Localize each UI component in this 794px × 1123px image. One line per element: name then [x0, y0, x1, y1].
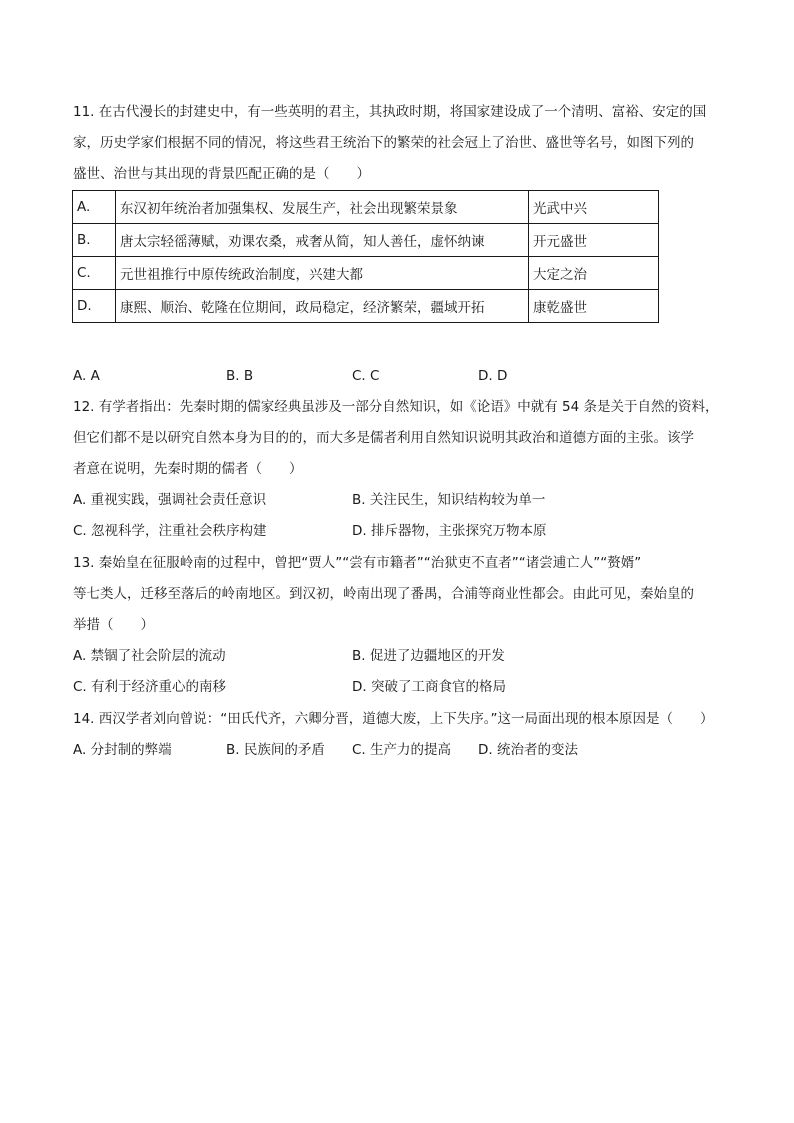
q13-stem-line-1: 13. 秦始皇在征服岭南的过程中，曾把“贾人”“尝有市籍者”“治狱吏不直者”“诸尝逋亡人”“赘婿”: [73, 555, 642, 571]
q12-option-a[interactable]: A. 重视实践，强调社会责任意识: [73, 492, 267, 508]
row-era-name: 康乾盛世: [529, 290, 659, 323]
q13-stem-line-3: 举措（ ）: [73, 617, 154, 633]
q12-stem-line-2: 但它们都不是以研究自然本身为目的的，而大多是儒者利用自然知识说明其政治和道德方面的主张。该学: [73, 430, 694, 446]
q14-option-d[interactable]: D. 统治者的变法: [478, 742, 578, 758]
q13-stem-line-2: 等七类人，迁移至落后的岭南地区。到汉初，岭南出现了番禺，合浦等商业性都会。由此可见，秦始皇的: [73, 586, 694, 602]
q11-stem-line-3: 盛世、治世与其出现的背景匹配正确的是（ ）: [73, 166, 370, 182]
q11-stem-line-2: 家，历史学家们根据不同的情况，将这些君王统治下的繁荣的社会冠上了治世、盛世等名号，如图下列的: [73, 135, 694, 151]
q11-stem-line-1: 11. 在古代漫长的封建史中，有一些英明的君主，其执政时期，将国家建设成了一个清明、富裕、安定的国: [73, 104, 707, 120]
row-letter: B.: [73, 224, 116, 257]
q14-option-c[interactable]: C. 生产力的提高: [352, 742, 452, 758]
row-letter: D.: [73, 290, 116, 323]
q13-option-c[interactable]: C. 有利于经济重心的南移: [73, 679, 227, 695]
q13-option-d[interactable]: D. 突破了工商食官的格局: [352, 679, 506, 695]
q14-option-b[interactable]: B. 民族间的矛盾: [226, 742, 325, 758]
row-era-name: 光武中兴: [529, 191, 659, 224]
row-era-name: 大定之治: [529, 257, 659, 290]
q11-option-d[interactable]: D. D: [478, 368, 508, 384]
table-row: [73, 257, 659, 290]
row-letter: C.: [73, 257, 116, 290]
row-background: 元世祖推行中原传统政治制度，兴建大都: [116, 257, 529, 290]
row-background: 唐太宗轻徭薄赋，劝课农桑，戒奢从简，知人善任，虚怀纳谏: [116, 224, 529, 257]
row-letter: A.: [73, 191, 116, 224]
row-background: 东汉初年统治者加强集权、发展生产，社会出现繁荣景象: [116, 191, 529, 224]
q12-option-d[interactable]: D. 排斥器物，主张探究万物本原: [352, 523, 547, 539]
q12-stem-line-3: 者意在说明，先秦时期的儒者（ ）: [73, 461, 303, 477]
row-background: 康熙、顺治、乾隆在位期间，政局稳定，经济繁荣，疆域开拓: [116, 290, 529, 323]
table-row: [73, 191, 659, 224]
q14-option-a[interactable]: A. 分封制的弊端: [73, 742, 172, 758]
table-row: [73, 290, 659, 323]
q12-option-c[interactable]: C. 忽视科学，注重社会秩序构建: [73, 523, 267, 539]
q14-stem-line-1: 14. 西汉学者刘向曾说：“田氏代齐，六卿分晋，道德大废，上下失序。”这一局面出现的根本原因是（ ）: [73, 711, 714, 727]
q11-option-a[interactable]: A. A: [73, 368, 100, 384]
q11-table: [72, 190, 659, 323]
q12-option-b[interactable]: B. 关注民生，知识结构较为单一: [352, 492, 546, 508]
table-row: [73, 224, 659, 257]
q13-option-b[interactable]: B. 促进了边疆地区的开发: [352, 648, 505, 664]
q11-option-c[interactable]: C. C: [352, 368, 380, 384]
q13-option-a[interactable]: A. 禁锢了社会阶层的流动: [73, 648, 226, 664]
row-era-name: 开元盛世: [529, 224, 659, 257]
q11-option-b[interactable]: B. B: [226, 368, 254, 384]
q12-stem-line-1: 12. 有学者指出：先秦时期的儒家经典虽涉及一部分自然知识，如《论语》中就有 54 条是关于自然的资料，: [73, 399, 719, 415]
